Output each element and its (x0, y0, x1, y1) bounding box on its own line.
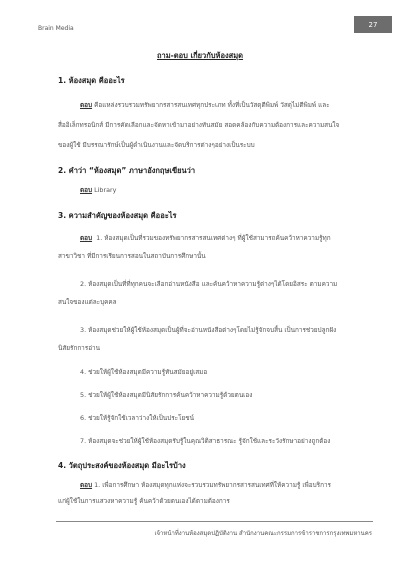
footer-divider (56, 521, 373, 522)
section-3-item-3-line-2: นิสัยรักการอ่าน (58, 344, 101, 352)
section-3-item-4: 4. ช่วยให้ผู้ใช้ห้องสมุดมีความรู้ทันสมัยอยู่เสมอ (80, 368, 208, 376)
section-3-item-7: 7. ห้องสมุดจะช่วยให้ผู้ใช้ห้องสมุดรับรู้ในคุณวิติสาธารณะ รู้จักใช้และระวังรักษาอย่างถูกต้อง (80, 437, 331, 445)
page-number-badge: 27 (354, 16, 392, 33)
answer-text: Library (94, 186, 117, 194)
section-1-line-2: สื่ออิเล็กทรอนิกส์ มีการคัดเลือกและจัดหาเข้ามาอย่างทันสมัย สอดคล้องกับความต้องการและความสนใจ (58, 121, 340, 129)
section-3-item-2-line-2: สนใจของแต่ละบุคคล (58, 298, 117, 306)
section-3-item-2-line-1: 2. ห้องสมุดเป็นที่ที่ทุกคนจะเลือกอ่านหนังสือ และค้นคว้าหาความรู้ต่างๆได้โดยอิสระ ตามความ (80, 280, 338, 288)
section-2-answer (80, 180, 116, 200)
answer-text: 1. เพื่อการศึกษา ห้องสมุดทุกแห่งจะรวบรวมทรัพยากรสารสนเทศที่ให้ความรู้ เพื่อบริการ (94, 481, 331, 489)
answer-text: 1. ห้องสมุดเป็นที่รวมของทรัพยากรสารสนเทศต่างๆ ที่ผู้ใช้สามารถค้นคว้าหาความรู้ทุก (96, 234, 331, 242)
publisher-name: Brain Media (38, 25, 74, 32)
section-4-line-2: แก่ผู้ใช้ในการแสวงหาความรู้ ค้นคว้าด้วยตนเองได้ตามต้องการ (58, 497, 230, 505)
answer-label: ตอบ (80, 101, 93, 109)
section-1-line-1 (80, 95, 330, 115)
section-1-heading: 1. ห้องสมุด คืออะไร (58, 76, 125, 85)
page-title: ถาม-ตอบ เกี่ยวกับห้องสมุด (156, 51, 244, 60)
section-3-item-5: 5. ช่วยให้ผู้ใช้ห้องสมุดมีนิสัยรักการค้นคว้าหาความรู้ด้วยตนเอง (80, 391, 253, 399)
answer-text: คือแหล่งรวบรวมทรัพยากรสารสนเทศทุกประเภท ทั้งที่เป็นวัสดุตีพิมพ์ วัสดุไม่ตีพิมพ์ และ (94, 101, 330, 109)
section-3-heading: 3. ความสำคัญของห้องสมุด คืออะไร (58, 211, 177, 220)
section-3-item-6: 6. ช่วยให้รู้จักใช้เวลาว่างให้เป็นประโยชน์ (80, 414, 194, 422)
section-3-item-1-line-1 (80, 228, 331, 248)
answer-label: ตอบ (80, 481, 93, 489)
section-3-item-3-line-1: 3. ห้องสมุดช่วยให้ผู้ใช้ห้องสมุดเป็นผู้ที่จะอ่านหนังสือต่างๆโดยไม่รู้จักจบสิ้น เป็นการช่วยปลูกฝัง (80, 326, 337, 334)
answer-label: ตอบ (80, 234, 93, 242)
footer-text: เจ้าหน้าที่งานห้องสมุดปฏิบัติงาน สำนักงานคณะกรรมการข้าราชการกรุงเทพมหานคร (154, 530, 372, 537)
section-4-heading: 4. วัตถุประสงค์ของห้องสมุด มีอะไรบ้าง (58, 461, 186, 470)
section-1-line-3: ของผู้ใช้ มีบรรณารักษ์เป็นผู้ดำเนินงานและจัดบริการต่างๆอย่างเป็นระบบ (58, 141, 255, 149)
section-3-item-1-line-2: สาขาวิชา ที่มีการเรียนการสอนในสถาบันการศึกษานั้น (58, 252, 206, 260)
answer-label: ตอบ (80, 186, 93, 194)
section-2-heading: 2. คำว่า “ห้องสมุด” ภาษาอังกฤษเขียนว่า (58, 166, 196, 175)
